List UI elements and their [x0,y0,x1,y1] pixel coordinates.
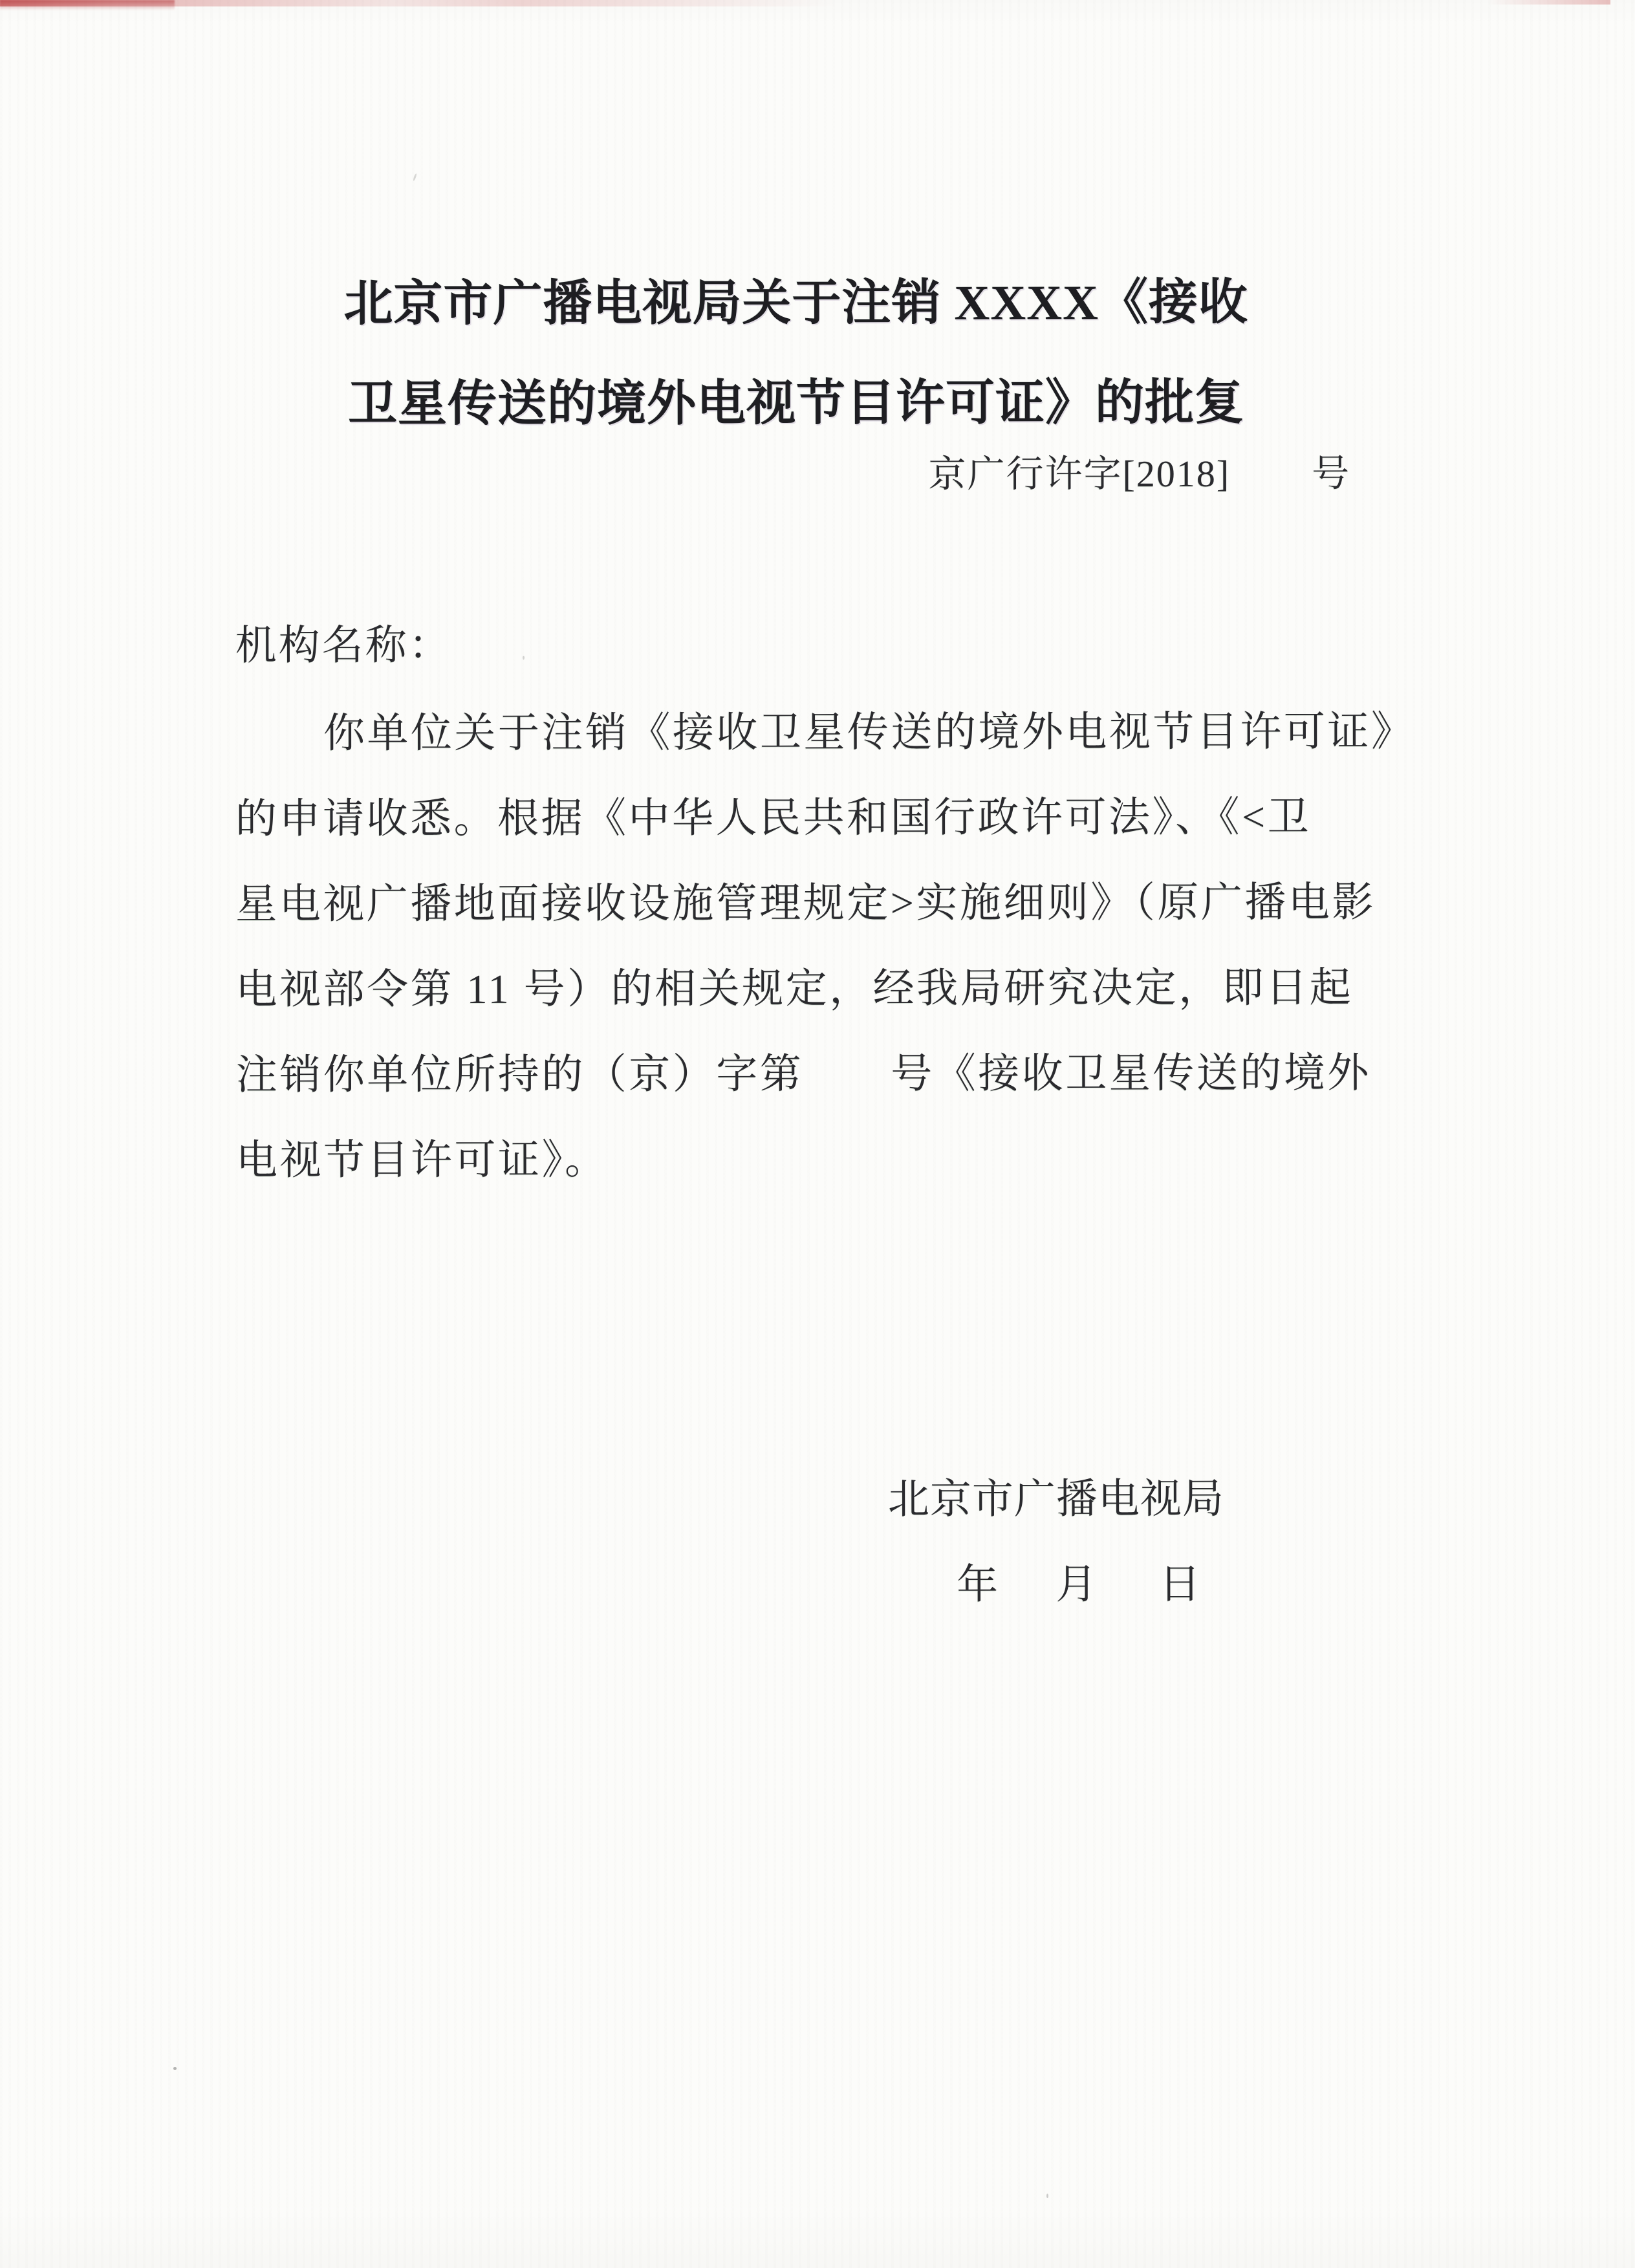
day-label: 日 [1159,1561,1201,1608]
body-line: 注销你单位所持的（京）字第 号《接收卫星传送的境外 [235,1050,1371,1098]
issuing-authority-signature: 北京市广播电视局 [887,1475,1225,1522]
body-line: 你单位关于注销《接收卫星传送的境外电视节目许可证》 [323,708,1415,757]
body-paragraph [235,689,1429,1203]
date-fill-in-line [957,1562,1200,1608]
year-label: 年 [957,1561,999,1608]
document-number-suffix: 号 [1312,452,1351,495]
title-line-1: 北京市广播电视局关于注销 XXXX《接收 [343,275,1249,332]
document-number-line [0,448,1634,502]
body-line: 的申请收悉。根据《中华人民共和国行政许可法》、《<卫 [235,794,1312,842]
body-line: 星电视广播地面接收设施管理规定>实施细则》（原广播电影 [235,879,1376,927]
document-title [0,252,1634,455]
document-number-prefix: 京广行许字[2018] [928,452,1231,495]
month-label: 月 [1056,1561,1098,1608]
body-line: 电视部令第 11 号）的相关规定，经我局研究决定，即日起 [235,964,1354,1013]
salutation-org-name: 机构名称： [235,621,452,669]
body-line: 电视节目许可证》。 [236,1136,609,1183]
title-line-2: 卫星传送的境外电视节目许可证》的批复 [347,375,1245,432]
